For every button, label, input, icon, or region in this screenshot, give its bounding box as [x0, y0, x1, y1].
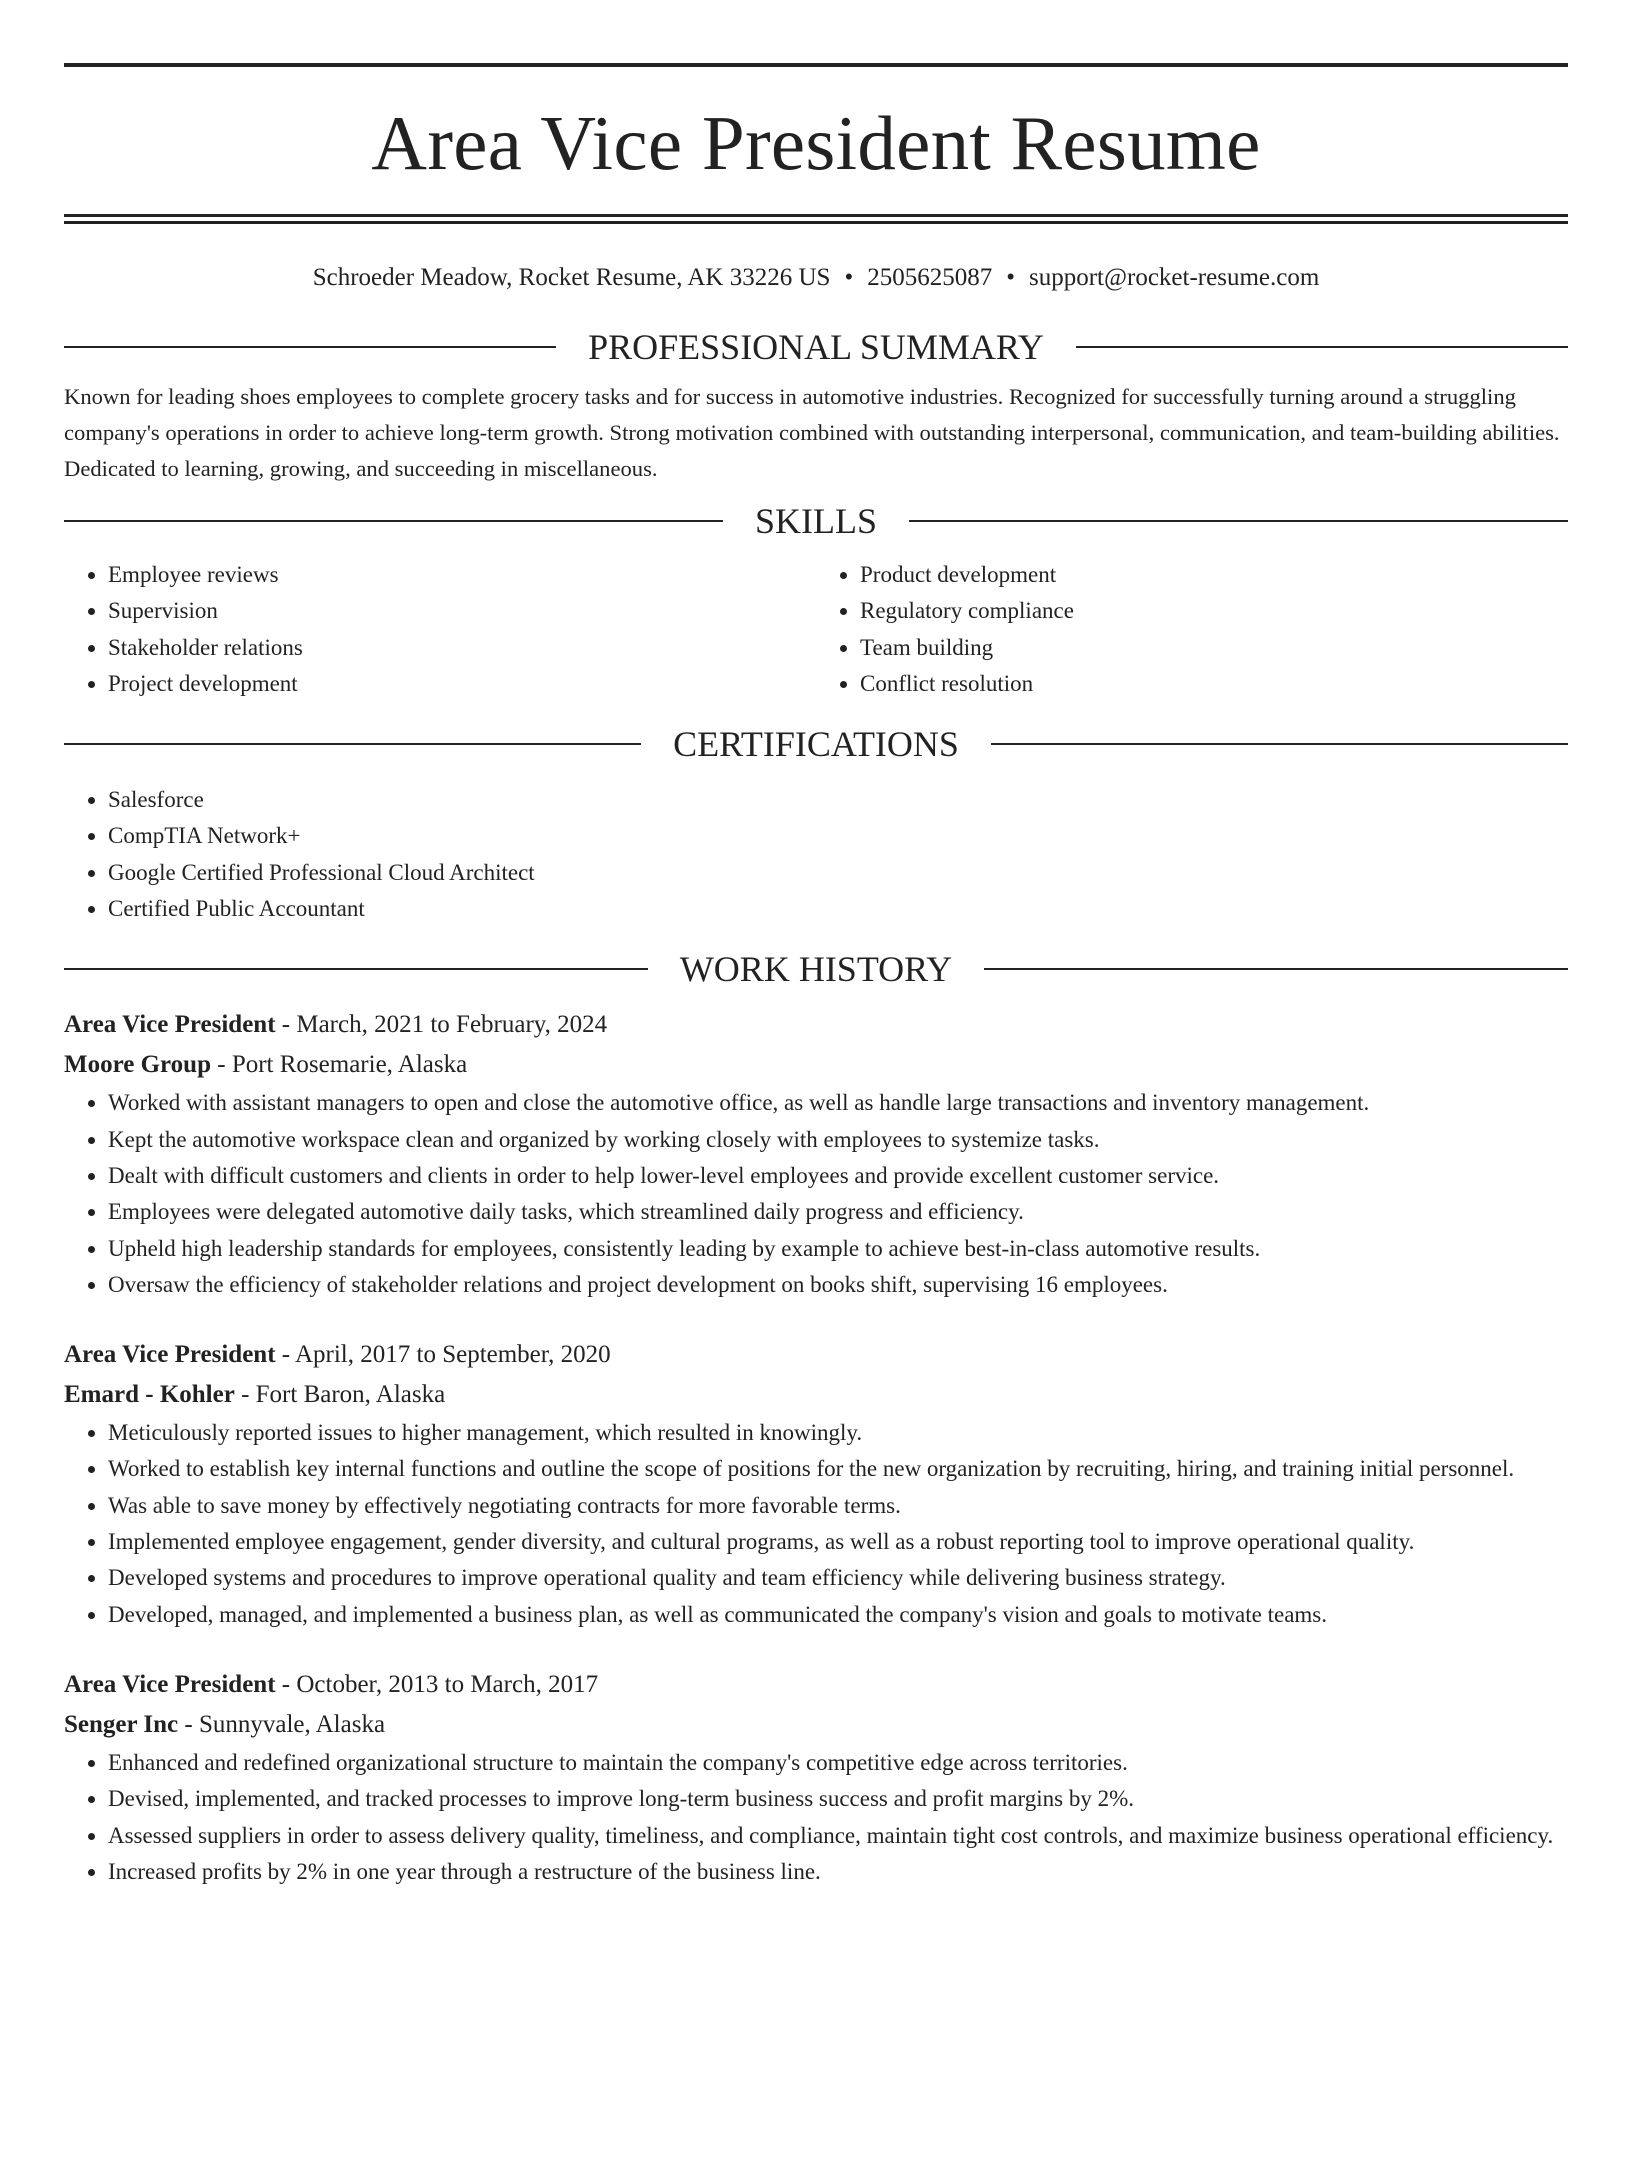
job-bullet: • Kept the automotive workspace clean and organized by working closely with employees to systemize tasks. [108, 1122, 1568, 1158]
certifications-list [64, 782, 1568, 927]
certifications-section-heading [64, 724, 1568, 764]
contact-address: Schroeder Meadow, Rocket Resume, AK 33226 US [312, 264, 831, 291]
job-bullets [64, 1745, 1568, 1890]
work-section-heading [64, 949, 1568, 989]
certification-item: • CompTIA Network+ [108, 818, 1568, 854]
certification-item: • Google Certified Professional Cloud Architect [108, 855, 1568, 891]
contact-email: support@rocket-resume.com [1028, 264, 1320, 291]
job-company: Moore Group [64, 1051, 211, 1079]
job-title-line [64, 1335, 1568, 1375]
job-bullet: • Devised, implemented, and tracked processes to improve long-term business success and profit margins by 2%. [108, 1781, 1568, 1817]
job-bullet: • Enhanced and redefined organizational structure to maintain the company's competitive edge across territories. [108, 1745, 1568, 1781]
skill-item: • Conflict resolution [860, 666, 1568, 702]
job-bullet: • Was able to save money by effectively negotiating contracts for more favorable terms. [108, 1488, 1568, 1524]
job-company-line [64, 1375, 1568, 1415]
work-heading: WORK HISTORY [679, 949, 953, 990]
resume-title: Area Vice President Resume [371, 100, 1261, 186]
job-company: Senger Inc [64, 1710, 179, 1738]
skill-item: • Product development [860, 557, 1568, 593]
work-history-list [64, 1005, 1568, 1890]
summary-heading: PROFESSIONAL SUMMARY [588, 327, 1044, 367]
heading-rule-right [991, 743, 1568, 745]
heading-rule-right [1076, 346, 1568, 348]
skills-column-left [64, 557, 816, 702]
job-entry [64, 1005, 1568, 1303]
contact-phone: 2505625087 [867, 264, 993, 291]
skills-column-right [816, 557, 1568, 702]
job-bullet: • Implemented employee engagement, gender diversity, and cultural programs, as well as a robust reporting tool to improve operational quality. [108, 1524, 1568, 1560]
contact-separator: • [844, 264, 854, 291]
job-location: - Fort Baron, Alaska [234, 1381, 446, 1409]
skill-item: • Stakeholder relations [108, 630, 816, 666]
job-dates: - March, 2021 to February, 2024 [275, 1011, 608, 1039]
job-title: Area Vice President [64, 1011, 276, 1039]
job-title: Area Vice President [64, 1341, 276, 1369]
job-bullets [64, 1085, 1568, 1303]
skill-item: • Team building [860, 630, 1568, 666]
heading-rule-right [984, 968, 1568, 970]
job-title: Area Vice President [64, 1670, 276, 1698]
skill-item: • Employee reviews [108, 557, 816, 593]
job-title-line [64, 1005, 1568, 1045]
skills-section-heading [64, 501, 1568, 541]
skill-item: • Regulatory compliance [860, 593, 1568, 629]
certification-item: • Certified Public Accountant [108, 891, 1568, 927]
job-bullet: • Dealt with difficult customers and clients in order to help lower-level employees and provide excellent customer service. [108, 1158, 1568, 1194]
job-company: Emard - Kohler [64, 1381, 235, 1409]
skill-item: • Project development [108, 666, 816, 702]
job-bullet: • Worked with assistant managers to open and close the automotive office, as well as handle large transactions and inventory management. [108, 1085, 1568, 1121]
contact-separator: • [1006, 264, 1015, 291]
job-location: - Sunnyvale, Alaska [178, 1710, 386, 1738]
job-dates: - April, 2017 to September, 2020 [275, 1341, 611, 1369]
job-bullet: • Oversaw the efficiency of stakeholder relations and project development on books shift, supervising 16 employees. [108, 1267, 1568, 1303]
job-bullet: • Upheld high leadership standards for employees, consistently leading by example to achieve best-in-class automotive results. [108, 1231, 1568, 1267]
job-entry [64, 1335, 1568, 1633]
contact-line [64, 263, 1568, 293]
resume-page [0, 63, 1632, 2175]
certification-item: • Salesforce [108, 782, 1568, 818]
job-bullet: • Employees were delegated automotive daily tasks, which streamlined daily progress and efficiency. [108, 1194, 1568, 1230]
job-company-line [64, 1045, 1568, 1085]
skills-list [64, 557, 1568, 702]
heading-rule-left [64, 968, 648, 970]
job-bullet: • Worked to establish key internal functions and outline the scope of positions for the new organization by recruiting, hiring, and training initial personnel. [108, 1451, 1568, 1487]
job-bullet: • Increased profits by 2% in one year through a restructure of the business line. [108, 1854, 1568, 1890]
job-dates: - October, 2013 to March, 2017 [275, 1670, 599, 1698]
job-location: - Port Rosemarie, Alaska [211, 1051, 468, 1079]
job-bullet: • Meticulously reported issues to higher management, which resulted in knowingly. [108, 1415, 1568, 1451]
title-double-rule [64, 214, 1568, 224]
certifications-heading: CERTIFICATIONS [673, 724, 959, 765]
job-company-line [64, 1705, 1568, 1745]
job-entry [64, 1665, 1568, 1890]
summary-section-heading [64, 327, 1568, 367]
skills-heading: SKILLS [755, 501, 878, 541]
heading-rule-left [64, 743, 641, 745]
job-bullet: • Developed, managed, and implemented a business plan, as well as communicated the company's vision and goals to motivate teams. [108, 1597, 1568, 1633]
summary-text: Known for leading shoes employees to complete grocery tasks and for success in automotive industries. Recognized for successfully turning around a struggling company's operations in order to achieve long-term growth. Strong motivation combined with outstanding interpersonal, communication, and team-building abilities. Dedicated to learning, growing, and succeeding in miscellaneous. [64, 384, 1560, 481]
job-bullet: • Assessed suppliers in order to assess delivery quality, timeliness, and compliance, maintain tight cost controls, and maximize business operational efficiency. [108, 1818, 1568, 1854]
job-bullets [64, 1415, 1568, 1633]
heading-rule-left [64, 346, 556, 348]
job-bullet: • Developed systems and procedures to improve operational quality and team efficiency while delivering business strategy. [108, 1560, 1568, 1596]
job-title-line [64, 1665, 1568, 1705]
heading-rule-right [909, 520, 1568, 522]
top-rule [64, 63, 1568, 67]
heading-rule-left [64, 520, 723, 522]
skill-item: • Supervision [108, 593, 816, 629]
